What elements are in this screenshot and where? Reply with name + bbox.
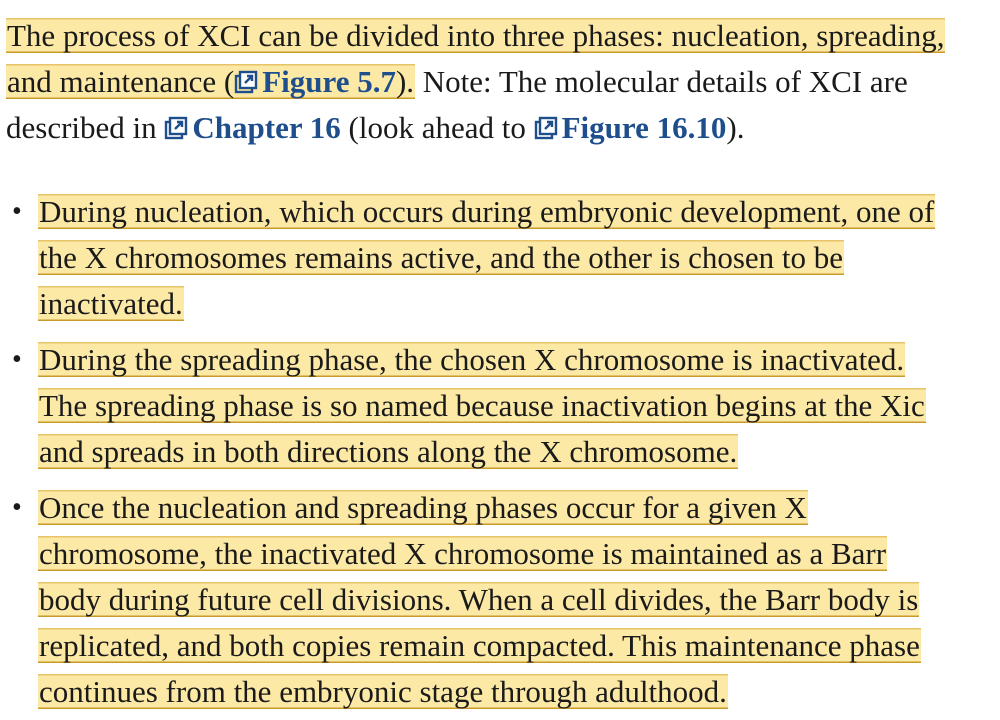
link-figure-16-10[interactable]: [534, 110, 727, 145]
intro-text: described in: [6, 110, 165, 145]
intro-line-2: [6, 60, 908, 104]
intro-text: Note: The molecular details of XCI are: [415, 64, 908, 99]
highlight-span: the X chromosomes remains active, and the other is chosen to be: [39, 240, 844, 275]
highlight-span: continues from the embryonic stage through adulthood.: [39, 674, 727, 709]
bullet-icon: •: [12, 492, 22, 523]
highlight-span: body during future cell divisions. When a cell divides, the Barr body is: [39, 582, 919, 617]
highlight-span: Once the nucleation and spreading phases occur for a given X: [39, 490, 807, 525]
highlight-span: During the spreading phase, the chosen X chromosome is inactivated.: [39, 342, 905, 377]
bullet-3-line-2: [38, 532, 887, 576]
highlight-span: During nucleation, which occurs during embryonic development, one of: [39, 194, 935, 229]
external-link-icon: [234, 70, 258, 94]
intro-text: (look ahead to: [340, 110, 534, 145]
link-label: Chapter 16: [192, 110, 341, 145]
intro-text: ).: [726, 110, 745, 145]
bullet-1-line-2: [38, 236, 844, 280]
external-link-icon: [534, 116, 558, 140]
link-chapter-16[interactable]: [164, 110, 340, 145]
bullet-icon: •: [12, 196, 22, 227]
bullet-3-line-4: [38, 624, 921, 668]
link-label: Figure 5.7: [262, 64, 396, 99]
intro-text: and maintenance (: [7, 64, 235, 99]
highlight-span: inactivated.: [39, 286, 183, 321]
highlight-span: The spreading phase is so named because inactivation begins at the Xic: [39, 388, 925, 423]
external-link-icon: [164, 116, 188, 140]
bullet-3-line-3: [38, 578, 919, 622]
highlight-span: chromosome, the inactivated X chromosome is maintained as a Barr: [39, 536, 887, 571]
intro-text: ).: [395, 64, 415, 99]
bullet-1-line-1: [38, 190, 935, 234]
highlight-span: replicated, and both copies remain compacted. This maintenance phase: [39, 628, 920, 663]
highlight-span: and spreads in both directions along the X chromosome.: [39, 434, 738, 469]
bullet-icon: •: [12, 344, 22, 375]
bullet-3-line-5: [38, 670, 728, 714]
bullet-2-line-2: [38, 384, 926, 428]
highlight-span: [6, 64, 415, 99]
intro-line-3: [6, 106, 744, 150]
highlight-span: The process of XCI can be divided into three phases: nucleation, spreading,: [7, 18, 945, 53]
link-figure-5-7[interactable]: [234, 64, 396, 99]
link-label: Figure 16.10: [561, 110, 727, 145]
intro-line-1: [6, 14, 945, 58]
bullet-1-line-3: [38, 282, 184, 326]
bullet-2-line-1: [38, 338, 905, 382]
bullet-2-line-3: [38, 430, 738, 474]
bullet-3-line-1: [38, 486, 808, 530]
